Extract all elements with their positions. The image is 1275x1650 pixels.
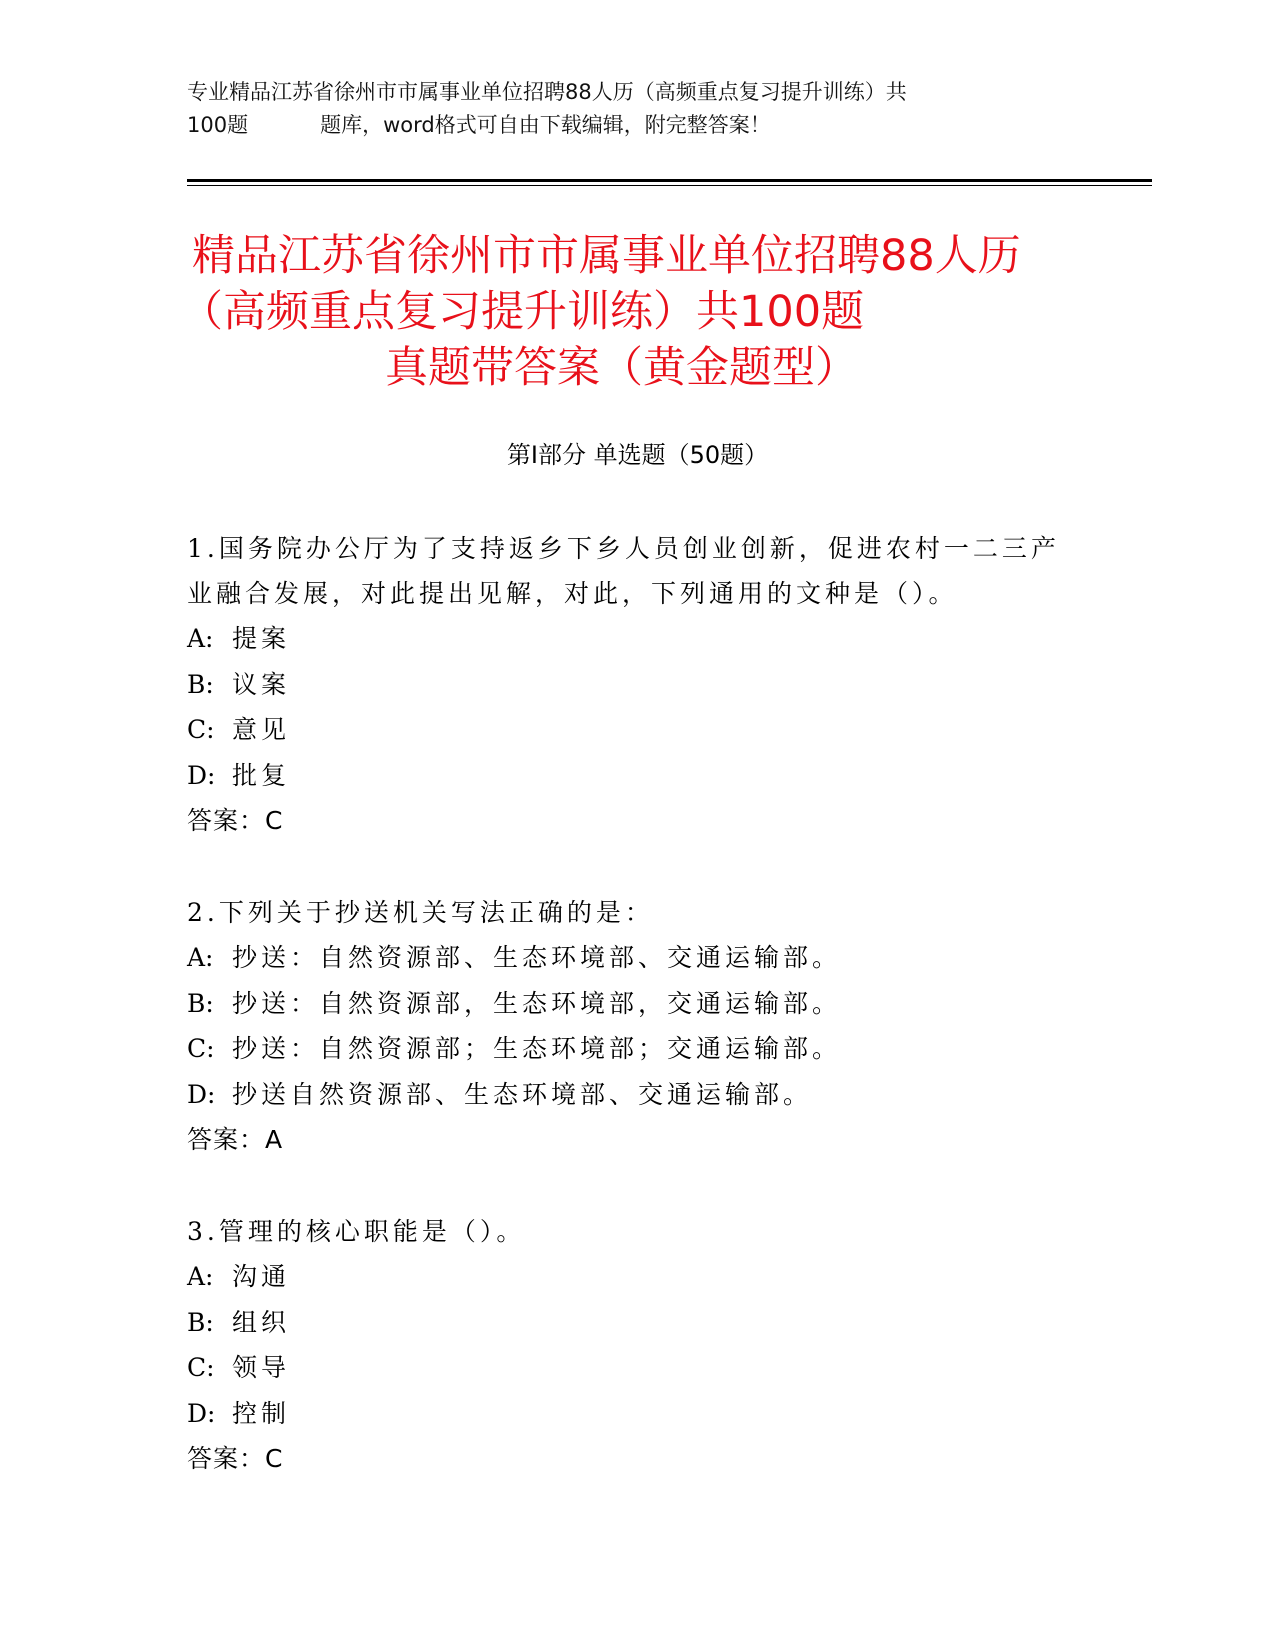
option-key: A: (187, 1262, 214, 1291)
answer-line: 答案：C (187, 806, 284, 835)
option-key: C: (187, 715, 215, 744)
header-line-2 (187, 109, 1087, 142)
option-text: 沟通 (232, 1262, 291, 1291)
question-1 (187, 526, 1067, 843)
option-d (187, 753, 1067, 799)
option-text: 议案 (232, 669, 291, 699)
header-divider-thick (187, 179, 1152, 182)
option-text: 抄送：自然资源部；生态环境部；交通运输部。 (232, 1034, 842, 1063)
section-heading: 第Ⅰ部分 单选题（50题） (506, 441, 769, 469)
question-stem: 2.下列关于抄送机关写法正确的是： (187, 898, 654, 927)
option-text: 抄送自然资源部、生态环境部、交通运输部。 (232, 1079, 813, 1109)
document-title (180, 228, 1090, 396)
option-text: 领导 (232, 1353, 291, 1382)
document-header (187, 76, 1087, 142)
option-d (187, 1391, 1067, 1437)
option-a (187, 616, 1067, 662)
header-line-1: 专业精品江苏省徐州市市属事业单位招聘88人历（高频重点复习提升训练）共 (187, 80, 907, 104)
option-text: 抄送：自然资源部，生态环境部，交通运输部。 (232, 988, 842, 1018)
option-c (187, 1026, 1067, 1072)
question-stem: 3.管理的核心职能是（）。 (187, 1217, 526, 1246)
option-key: B: (187, 988, 214, 1018)
option-key: B: (187, 1307, 214, 1337)
option-text: 控制 (232, 1398, 291, 1428)
option-a (187, 935, 1067, 981)
header-divider-thin (187, 185, 1152, 186)
option-key: C: (187, 1353, 215, 1382)
option-text: 组织 (232, 1307, 291, 1337)
option-key: D: (187, 1398, 216, 1428)
option-a (187, 1254, 1067, 1300)
option-b (187, 1300, 1067, 1346)
option-text: 意见 (232, 715, 291, 744)
option-key: C: (187, 1034, 215, 1063)
option-text: 抄送：自然资源部、生态环境部、交通运输部。 (232, 943, 842, 972)
option-c (187, 707, 1067, 753)
question-2 (187, 890, 1067, 1162)
option-text: 批复 (232, 760, 291, 790)
option-d (187, 1072, 1067, 1118)
title-line-3: 真题带答案（黄金题型） (385, 343, 858, 393)
option-b (187, 981, 1067, 1027)
header-description: 题库，word格式可自由下载编辑，附完整答案！ (320, 113, 771, 137)
answer-line: 答案：A (187, 1125, 284, 1154)
answer-line: 答案：C (187, 1444, 284, 1473)
option-key: B: (187, 669, 214, 699)
option-key: A: (187, 624, 214, 653)
title-line-2: （高频重点复习提升训练）共100题 (180, 287, 865, 337)
option-key: D: (187, 760, 216, 790)
title-line-1: 精品江苏省徐州市市属事业单位招聘88人历 (192, 231, 1021, 281)
option-key: A: (187, 943, 214, 972)
question-stem: 1.国务院办公厅为了支持返乡下乡人员创业创新，促进农村一二三产业融合发展，对此提出见解，对此，下列通用的文种是（）。 (187, 534, 1060, 608)
option-text: 提案 (232, 624, 291, 653)
header-question-count: 100题 (187, 113, 249, 137)
question-3 (187, 1209, 1067, 1481)
option-b (187, 662, 1067, 708)
option-key: D: (187, 1079, 216, 1109)
option-c (187, 1345, 1067, 1391)
question-list (187, 526, 1067, 1528)
